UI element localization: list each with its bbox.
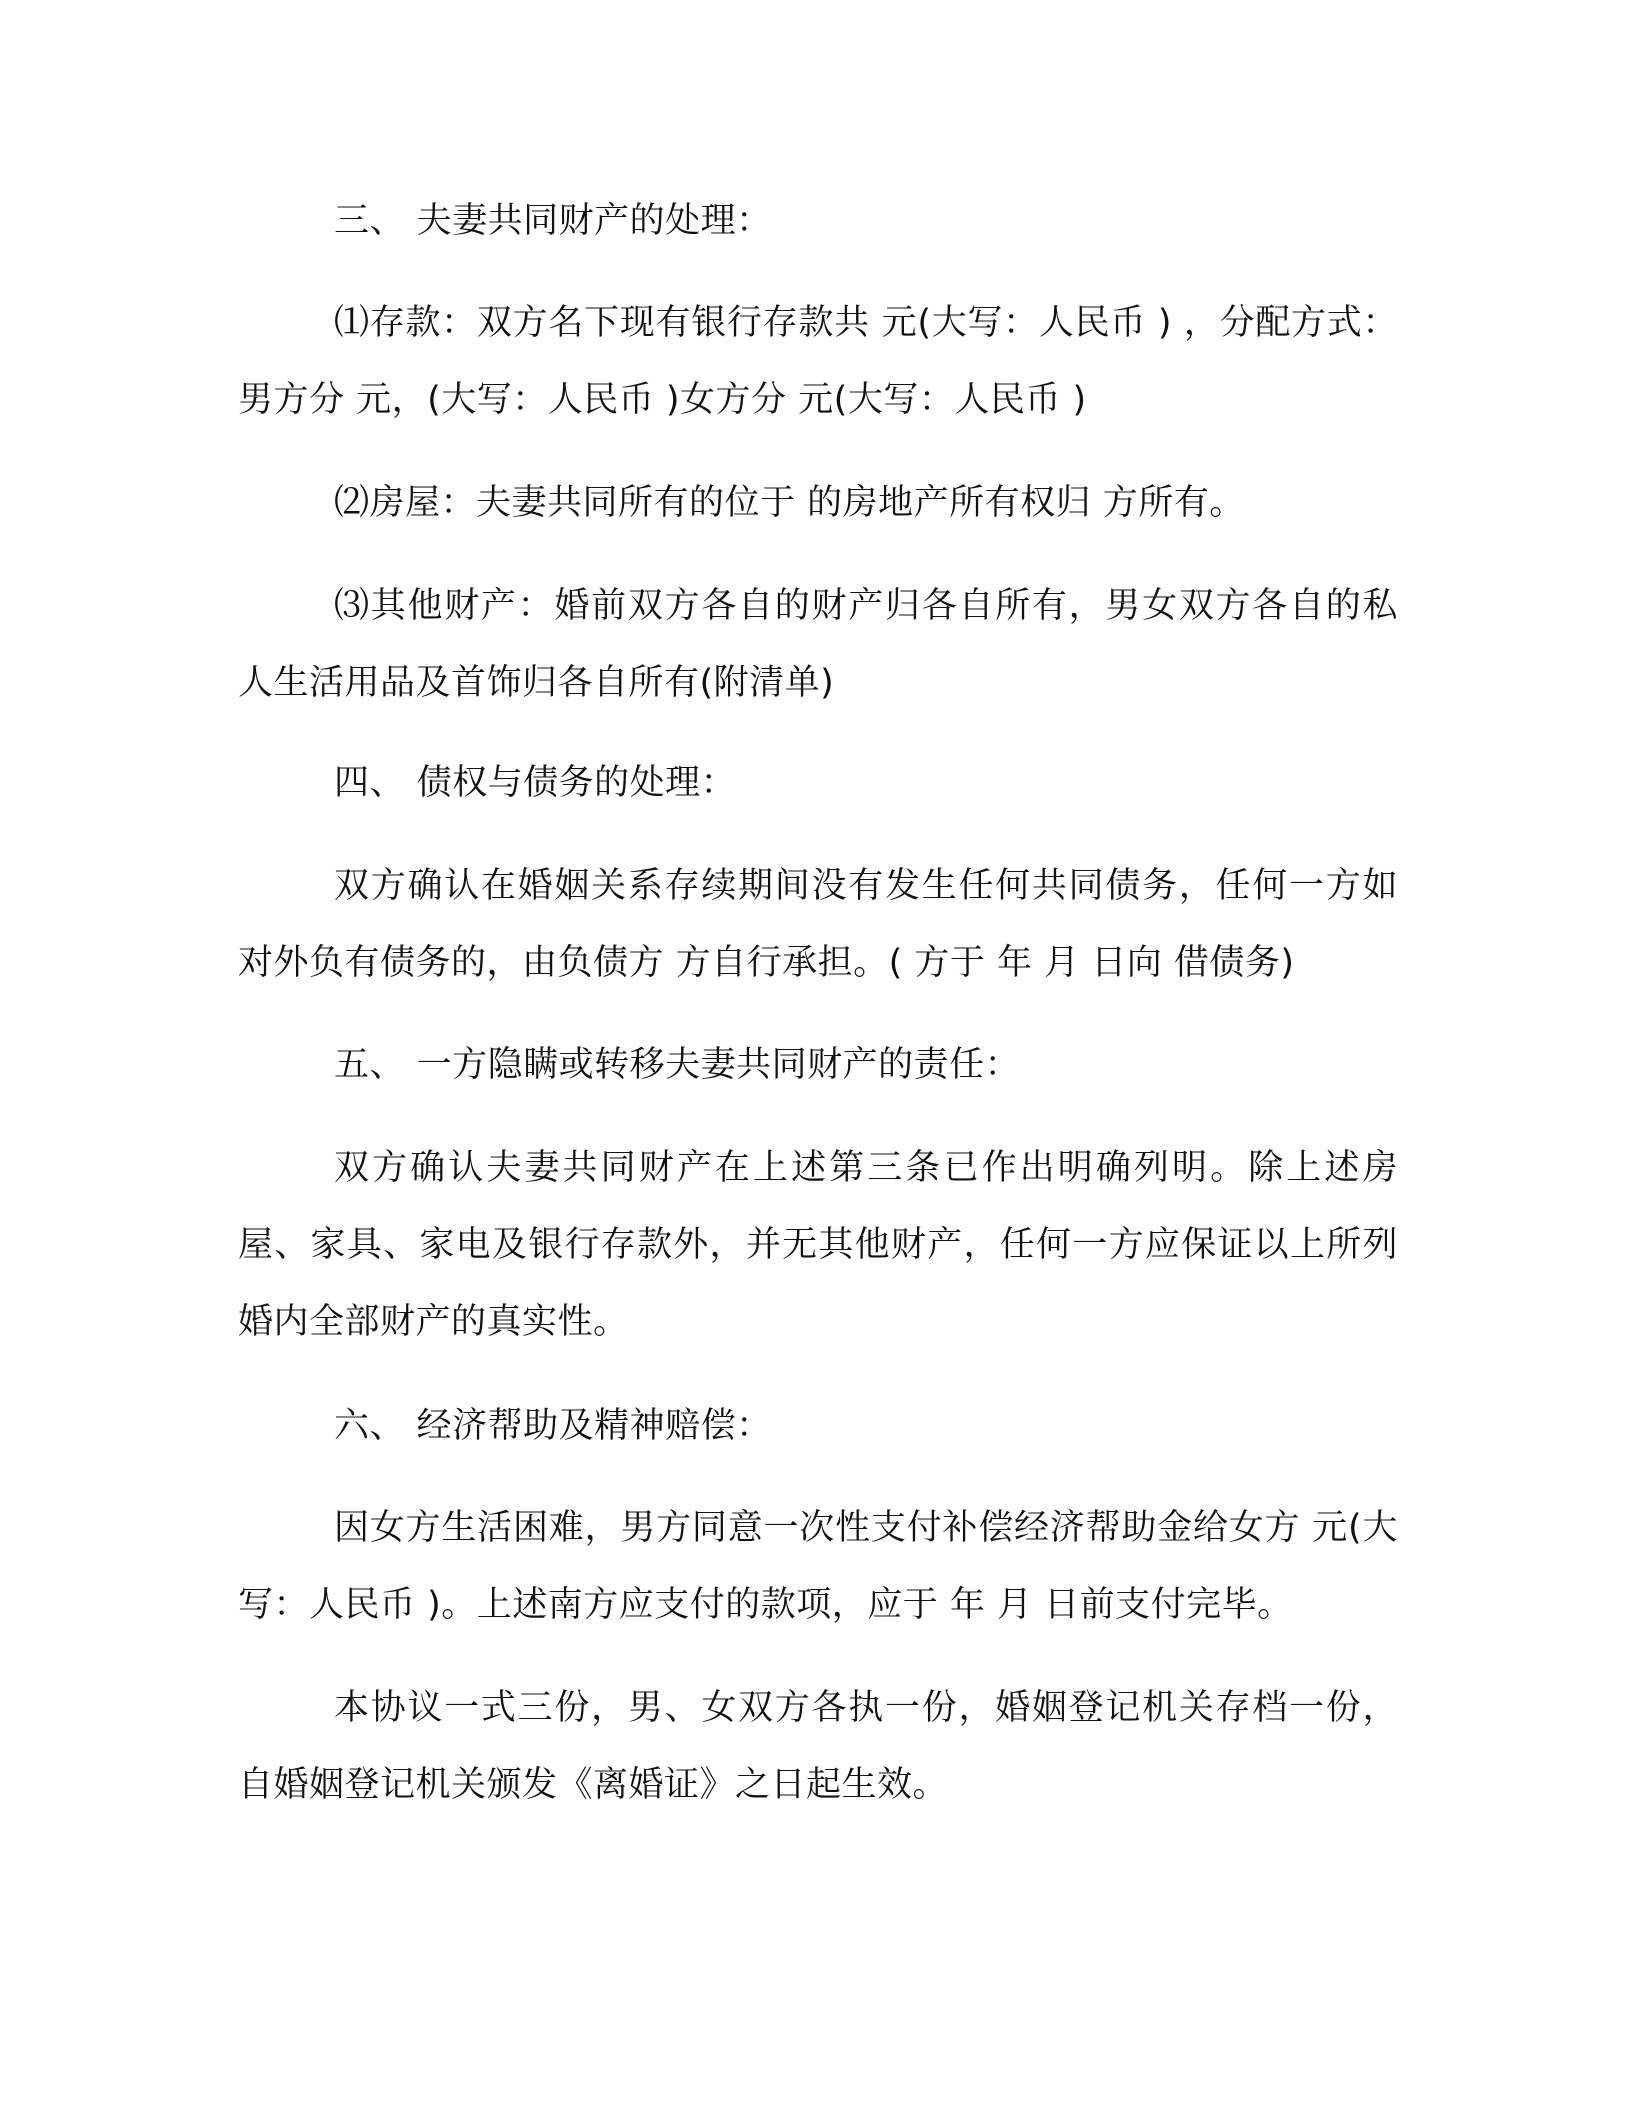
house-clause: ⑵房屋：夫妻共同所有的位于 的房地产所有权归 方所有。 (334, 483, 1245, 523)
section-5-heading: 五、 一方隐瞒或转移夫妻共同财产的责任： (334, 1045, 1021, 1085)
section-4-heading: 四、 债权与债务的处理： (334, 763, 737, 803)
other-property-clause: ⑶其他财产：婚前双方各自的财产归各自所有，男女双方各自的私人生活用品及首饰归各自所有(附清单) (238, 586, 1398, 703)
deposit-clause: ⑴存款：双方名下现有银行存款共 元(大写：人民币 ) ，分配方式：男方分 元，(大写：人民币 )女方分 元(大写：人民币 ) (238, 303, 1398, 420)
debt-clause: 双方确认在婚姻关系存续期间没有发生任何共同债务，任何一方如对外负有债务的，由负债方 方自行承担。( 方于 年 月 日向 借债务) (238, 866, 1398, 983)
concealment-clause: 双方确认夫妻共同财产在上述第三条已作出明确列明。除上述房屋、家具、家电及银行存款外，并无其他财产，任何一方应保证以上所列婚内全部财产的真实性。 (238, 1148, 1398, 1342)
compensation-clause: 因女方生活困难，男方同意一次性支付补偿经济帮助金给女方 元(大写：人民币 )。上述南方应支付的款项，应于 年 月 日前支付完毕。 (238, 1508, 1398, 1625)
section-6-heading: 六、 经济帮助及精神赔偿： (334, 1406, 772, 1446)
section-3-heading: 三、 夫妻共同财产的处理： (334, 201, 772, 241)
copies-clause: 本协议一式三份，男、女双方各执一份，婚姻登记机关存档一份，自婚姻登记机关颁发《离婚证》之日起生效。 (238, 1688, 1398, 1805)
